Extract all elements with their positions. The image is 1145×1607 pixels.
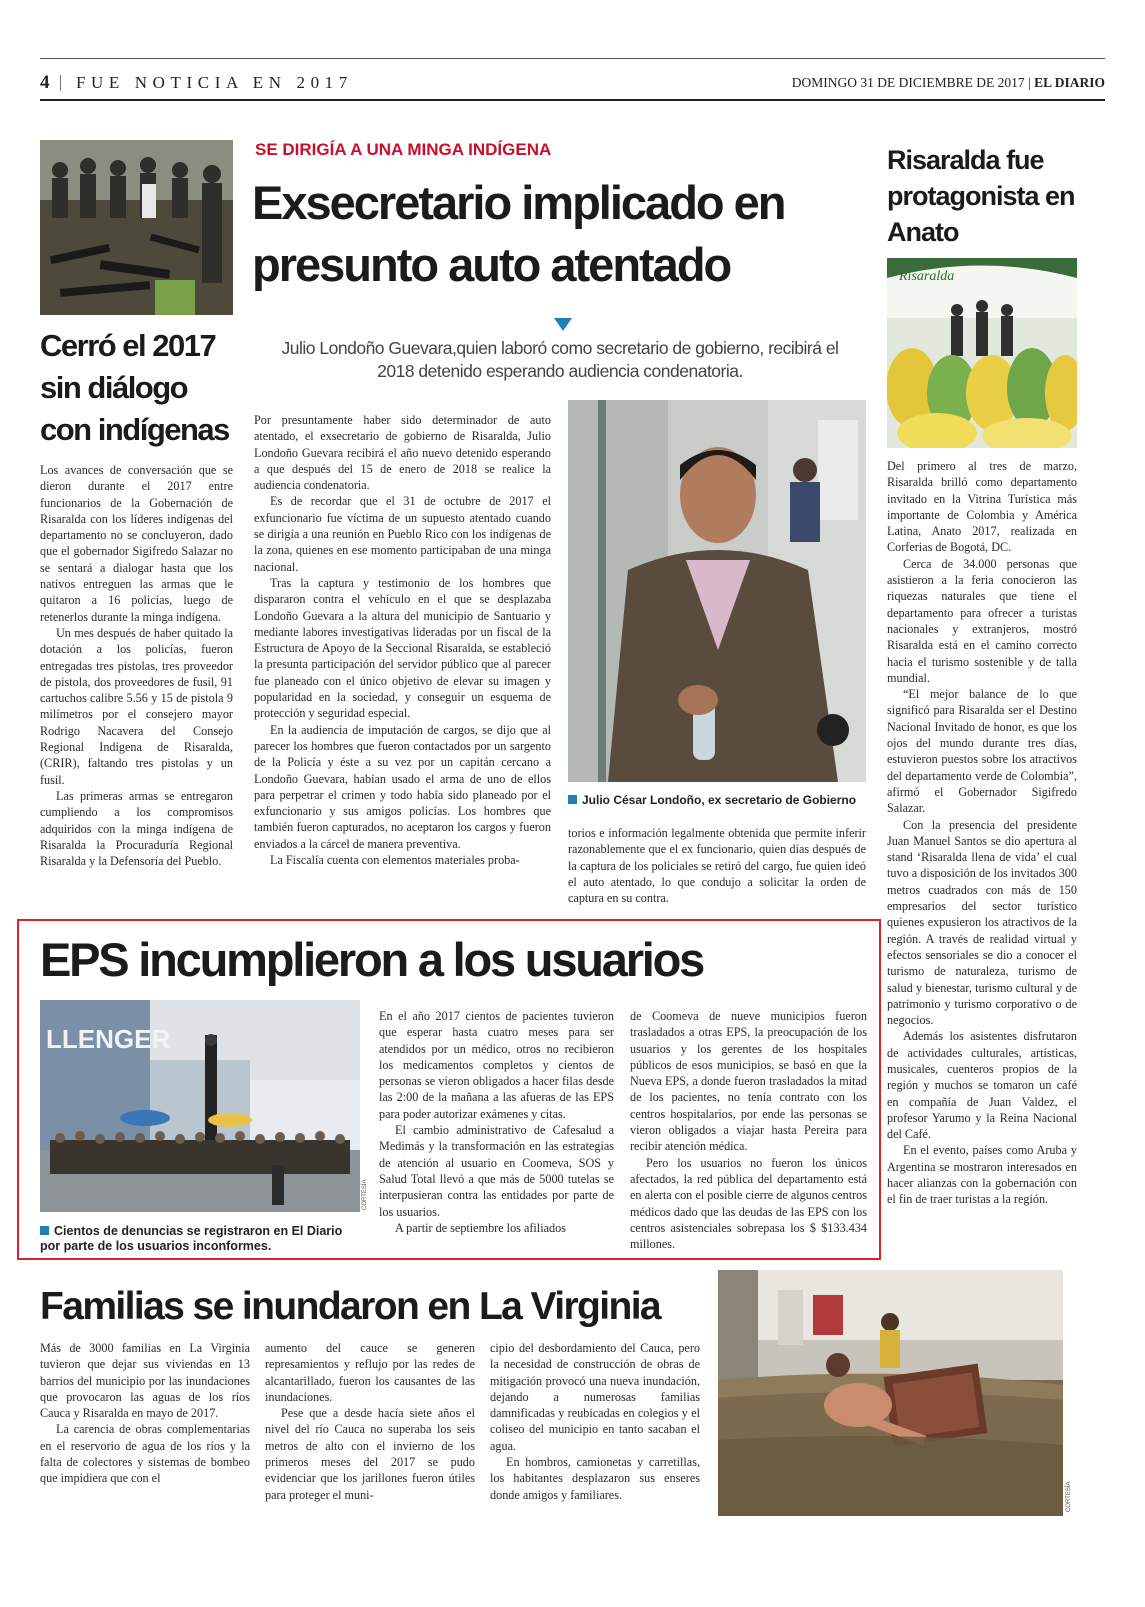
virginia-col1-p1: Más de 3000 familias en La Virginia tuvieron que dejar sus viviendas en 13 barrios del municipio por las inundaciones que provocaron las aguas de los ríos Cauca y Risaralda en mayo de 2017. (40, 1341, 250, 1421)
newspaper-name: EL DIARIO (1034, 75, 1105, 90)
anato-headline: Risaralda fue protagonista en Anato (887, 145, 1075, 247)
flooded-house-image (718, 1270, 1063, 1516)
eps-headline: EPS incumplieron a los usuarios (40, 933, 704, 986)
virginia-col2-p1: aumento del cauce se generen represamientos y reflujo por las redes de alcantarillado, fueron los causantes de las inundaciones. (265, 1341, 475, 1404)
exsecretario-kicker: SE DIRIGÍA A UNA MINGA INDÍGENA (255, 140, 552, 159)
anato-p3: “El mejor balance de lo que significó para Risaralda ser el Destino Nacional Invitado de honor, es que los ojos del mundo durante tres días, estuvieron puestos sobre los atractivos del departamento verde de Colombia”, afirmó el Gobernador Sigifredo Salazar. (887, 687, 1077, 816)
indigenas-p3: Las primeras armas se entregaron cumpliendo a los compromisos adquiridos con la minga indígena de Risaralda la Procuraduría Regional Risaralda y la Defensoría del Pueblo. (40, 788, 233, 869)
virginia-col2 (265, 1340, 475, 1503)
eps-col1 (379, 1008, 614, 1236)
virginia-col1 (40, 1340, 250, 1487)
date-text: DOMINGO 31 DE DICIEMBRE DE 2017 (791, 75, 1025, 90)
eps-col1-p2: El cambio administrativo de Cafesalud a Medimás y la transformación en las estrategias de atención al usuario en Coomeva, SOS y Salud Total llevó a que más de 5000 tutelas se interpusieran contra las entidades por parte de los usuarios. (379, 1123, 614, 1219)
anato-p2: Cerca de 34.000 personas que asistieron a la feria conocieron las riquezas naturales que tiene el departamento para ofrecer a turistas nacionales y extranjeros, mostró Risaralda está en el camino correcto hacia el turismo sostenible y de talla mundial. (887, 556, 1077, 685)
exsecretario-photo (568, 400, 866, 782)
anato-p5: Además los asistentes disfrutaron de actividades culturales, artísticas, musicales, cuenteros propios de la región y muchos se tomaron un café en compañía de Juan Valdez, el profesor Yarumo y la Reina Nacional del Café. (887, 1029, 1077, 1142)
man-portrait-image (568, 400, 866, 782)
indigenas-p2: Un mes después de haber quitado la dotación a los policías, fueron entregadas tres pistolas, tres proveedor de pistola, dos proveedores de fusil, 91 cartuchos calibre 5.56 y 15 de pistola 9 milímetros por el consejero mayor Rodrigo Nacavera del Consejo Regional Indígena de Risaralda, (CRIR), faltando tres pistolas y un fusil. (40, 625, 233, 787)
header-date: DOMINGO 31 DE DICIEMBRE DE 2017 | EL DIARIO (791, 75, 1105, 90)
virginia-photo-credit: CORTESÍA (1066, 1481, 1072, 1512)
section-name: FUE NOTICIA EN 2017 (76, 73, 353, 92)
header-sep (60, 75, 61, 91)
virginia-col3-p2: En hombros, camionetas y carretillas, los habitantes desplazaron sus enseres donde amigos y familiares. (490, 1455, 700, 1502)
virginia-headline: Familias se inundaron en La Virginia (40, 1285, 661, 1328)
crowd-weapons-image (40, 140, 233, 315)
eps-photo-credit: CORTESÍA (362, 1179, 368, 1210)
exsecretario-p2: Es de recordar que el 31 de octubre de 2017 el exfuncionario fue víctima de un supuesto atentado cuando se dirigía a una reunión en Pueblo Rico con los indígenas de la zona, quienes en ese momento participaban de una minga nacional. (254, 494, 551, 574)
header-bottom-rule (40, 99, 1105, 101)
exsecretario-continuation (568, 825, 866, 906)
anato-body (887, 458, 1077, 1208)
virginia-photo (718, 1270, 1063, 1516)
indigenous-photo (40, 140, 233, 315)
eps-col2 (630, 1008, 867, 1252)
anato-p4: Con la presencia del presidente Juan Manuel Santos se dio apertura al stand ‘Risaralda llena de vida’ el cual tuvo a disposición de los invitados 300 metros cuadrados con más de 150 empresarios del sector turístico quienes expusieron los atractivos de la región. A través de realidad virtual y efectos sensoriales se dio a conocer el turismo de naturaleza, turismo de salud y bienestar, turismo cultural y de patrimonio y turismo corporativo o de negocios. (887, 817, 1077, 1028)
indigenas-headline: Cerró el 2017 sin diálogo con indígenas (40, 328, 229, 447)
caption-square-icon (40, 1226, 49, 1235)
exsecretario-caption (568, 793, 868, 808)
anato-p1: Del primero al tres de marzo, Risaralda brilló como departamento invitado en la Vitrina Turística más importante de Colombia y América Latina, Anato 2017, realizada en Corferias de Bogotá, DC. (887, 459, 1077, 555)
virginia-col3-p1: cipio del desbordamiento del Cauca, pero la necesidad de construcción de obras de mitigación provocó una nueva inundación, dejando a numerosas familias damnificadas y reubicadas en colegios y el coliseo del municipio en tanto sacaban el agua. (490, 1341, 700, 1453)
exsecretario-subtitle: Julio Londoño Guevara,quien laboró como secretario de gobierno, recibirá el 2018 detenido esperando audiencia condenatoria. (281, 338, 839, 381)
indigenas-body (40, 462, 233, 869)
virginia-col2-p2: Pese que a desde hacía siete años el nivel del río Cauca no superaba los seis metros de alto con el invierno de los primeros meses del 2017 se pudo evidenciar que los jarillones fueron útiles para proteger el muni- (265, 1406, 475, 1502)
anato-photo (887, 258, 1077, 448)
exsecretario-p1: Por presuntamente haber sido determinador de auto atentado, el exsecretario de gobierno de Risaralda, Julio Londoño Guevara recibirá el año nuevo detenido esperando a que después del 15 de enero de 2018 se realice la audiencia condenatoria. (254, 413, 551, 493)
header-top-rule (40, 58, 1105, 59)
page-number: 4 (40, 72, 50, 93)
eps-caption-text: Cientos de denuncias se registraron en El Diario por parte de los usuarios inconformes. (40, 1224, 343, 1253)
exsecretario-headline: Exsecretario implicado en presunto auto atentado (252, 176, 785, 291)
caption-square-icon (568, 795, 577, 804)
exsecretario-p3: Tras la captura y testimonio de los hombres que dispararon contra el vehículo en el que se desplazaba Londoño Guevara a la altura del municipio de Santuario y mediante labores investigativas lideradas por un fiscal de la Estructura de Apoyo de la Seccional Risaralda, se estableció la presunta participación del servidor público que al parecer fue planeado con el único objetivo de elevar su imagen y popularidad en la sociedad, y conseguir un esquema de protección y seguridad especial. (254, 575, 551, 721)
exsecretario-p5: La Fiscalía cuenta con elementos materiales proba- (270, 853, 520, 868)
exsecretario-p4: En la audiencia de imputación de cargos, se dijo que al parecer los hombres que fueron contactados por un sargento de la Policía y éste a su vez por un capitán cercano a Londoño Guevara, habían usado el arma de uno de ellos para perpetrar el crimen y todo había sido planeado por el exfuncionario y sus amigos policías. Los hombres que también fueron capturados, no aceptaron los cargos y fueron enviados a la cárcel de manera preventiva. (254, 722, 551, 851)
eps-caption (40, 1224, 360, 1254)
down-triangle-icon (554, 318, 572, 331)
eps-photo-sign: LLENGER (46, 1024, 171, 1054)
eps-col1-p3: A partir de septiembre los afiliados (395, 1220, 566, 1235)
exsecretario-caption-text: Julio César Londoño, ex secretario de Gobierno (582, 793, 857, 807)
exsecretario-cont-p: torios e información legalmente obtenida que permite inferir razonablemente que el ex funcionario, quien días después de la captura de los policiales se retiró del cargo, fue quien ideó el auto atentado, lo que condujo a solicitar la orden de captura en su contra. (568, 826, 866, 906)
dancers-stand-image (887, 258, 1077, 448)
exsecretario-body (254, 412, 551, 868)
anato-sign-text: Risaralda (899, 269, 955, 284)
eps-col1-p1: En el año 2017 cientos de pacientes tuvieron que esperar hasta cuatro meses para ser atendidos por un médico, otros no recibieron los medicamentos completos y cientos de personas se vieron obligados a hacer filas desde las 2:00 de la mañana a las afueras de las EPS para poder autorizar exámenes y citas. (379, 1009, 614, 1121)
eps-photo (40, 1000, 360, 1212)
eps-col2-p2: Pero los usuarios no fueron los únicos afectados, la red pública del departamento está en alerta con el posible cierre de algunos centros médicos dado que las deudas de las EPS con los centros asistenciales sobrepasa los $ $133.434 millones. (630, 1155, 867, 1252)
virginia-col1-p2: La carencia de obras complementarias en el reservorio de agua de los ríos y la falta de colectores y sistemas de bombeo que impidiera que con el (40, 1422, 250, 1486)
virginia-col3 (490, 1340, 700, 1503)
queue-crowd-image (40, 1000, 360, 1212)
page-header (40, 72, 1105, 96)
anato-p6: En el evento, países como Aruba y Argentina se mostraron interesados en hacer alianzas con la gobernación con el fin de traer turistas a la región. (887, 1143, 1077, 1207)
indigenas-p1: Los avances de conversación que se dieron durante el 2017 entre funcionarios de la Gobernación de Risaralda con los líderes indígenas del departamento no se concluyeron, dado que el gobernador Sigifredo Salazar no se sentará a dialogar hasta que los nativos entreguen las armas que le quitaron a 16 policías, luego de retenerlos durante la minga indígena. (40, 463, 233, 624)
eps-col2-p1: de Coomeva de nueve municipios fueron trasladados a otras EPS, la preocupación de los usuarios y los gerentes de los hospitales públicos de esos municipios, se basó en que la Nueva EPS, a donde fueron trasladados la mitad de los pacientes, no tenía contrato con los centros hospitalarios, por ende las personas se vieron obligados a viajar hasta Pereira para recibir atención médica. (630, 1009, 867, 1154)
